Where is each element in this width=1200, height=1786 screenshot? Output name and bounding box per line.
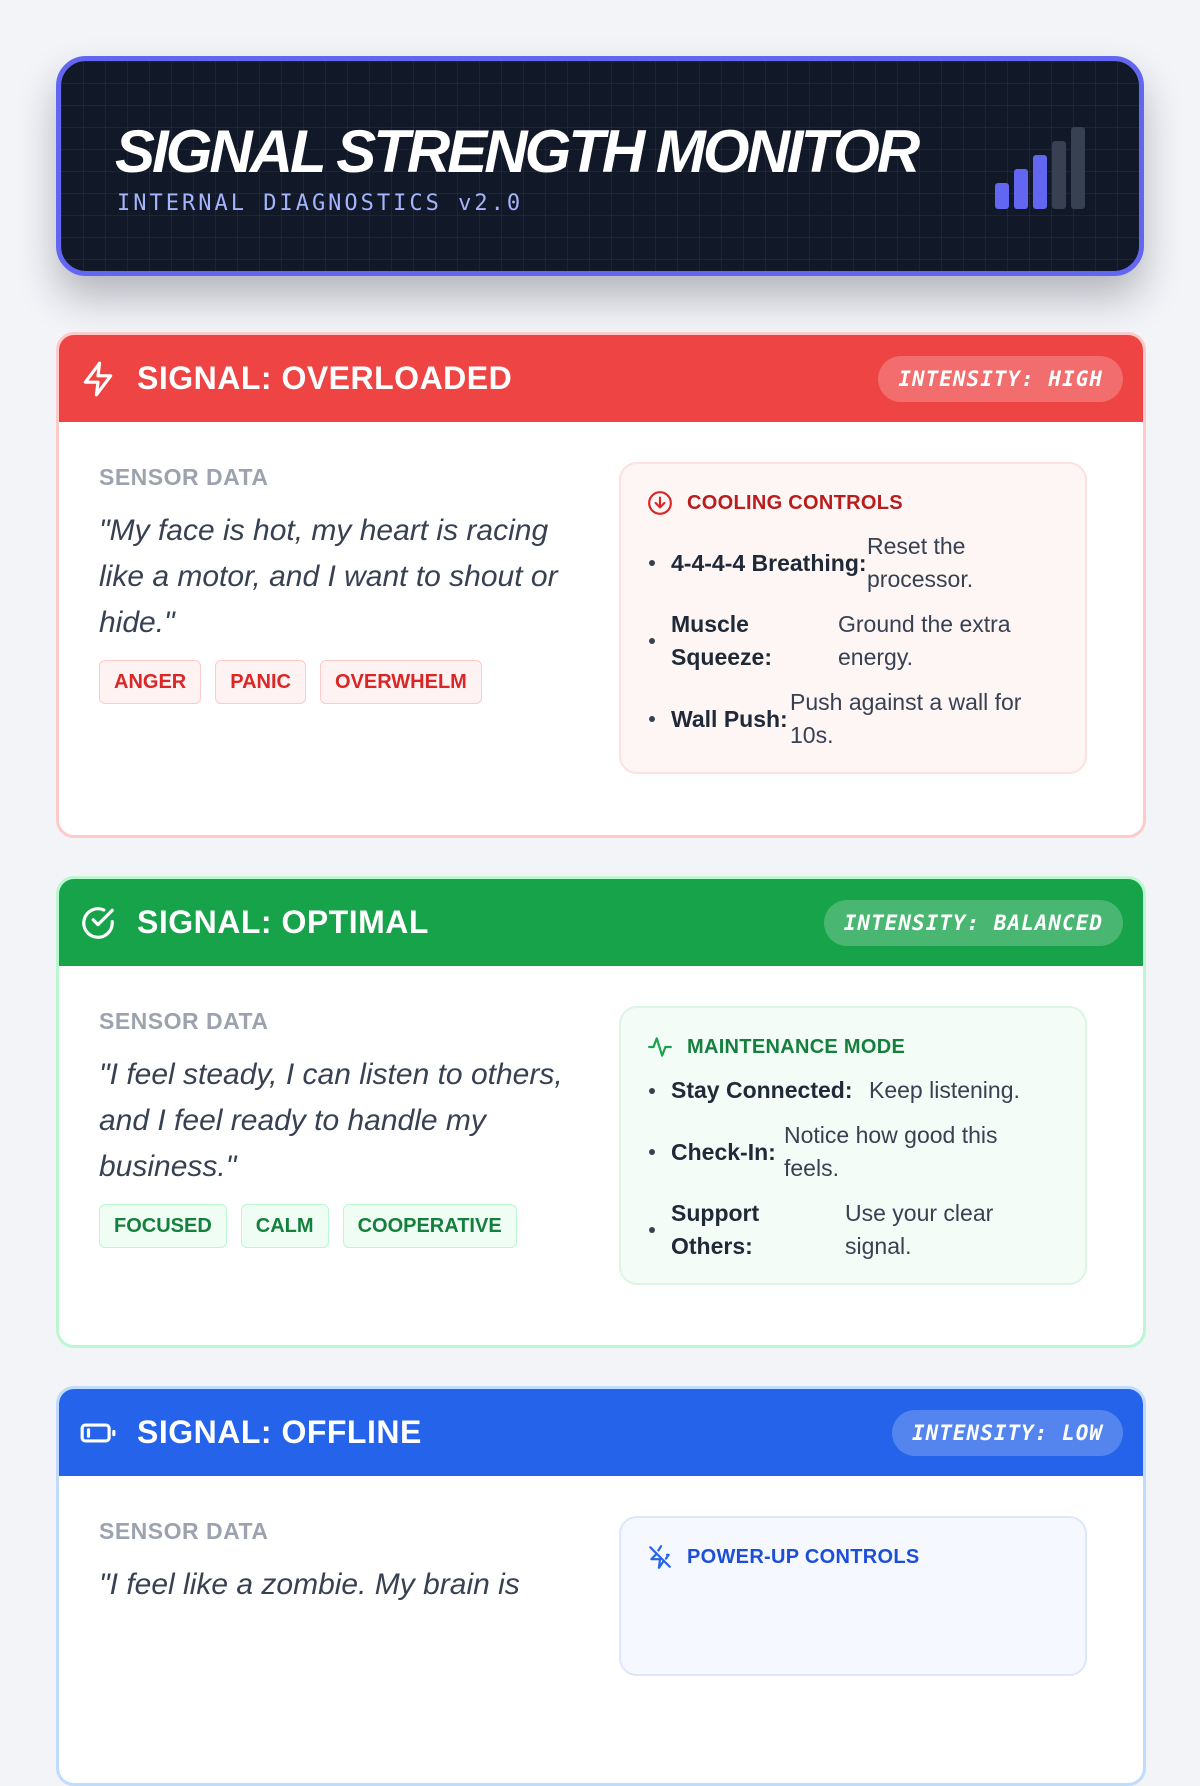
tip-item: [647, 1074, 1061, 1107]
bullet: [649, 560, 655, 566]
zap-off-icon: [647, 1544, 673, 1570]
tip-text: Keep listening.: [869, 1077, 1020, 1103]
panel-title: POWER-UP CONTROLS: [687, 1545, 920, 1568]
tip-label: Support Others:: [671, 1200, 760, 1259]
signal-card-optimal: [56, 876, 1146, 1348]
card-title: SIGNAL: OFFLINE: [137, 1414, 422, 1450]
emotion-tag: PANIC: [215, 660, 306, 704]
tip-label: Muscle Squeeze:: [671, 611, 772, 670]
tip-label: Wall Push:: [671, 705, 788, 732]
tip-item: [647, 608, 1061, 674]
emotion-tags: [99, 660, 482, 704]
intensity-badge: INTENSITY: HIGH: [878, 356, 1123, 402]
signal-card-overloaded: [56, 332, 1146, 838]
emotion-tag: FOCUSED: [99, 1204, 227, 1248]
tip-item: [647, 1197, 1061, 1263]
signal-bar: [1071, 127, 1085, 209]
panel-title: MAINTENANCE MODE: [687, 1035, 906, 1058]
intensity-badge: INTENSITY: LOW: [892, 1410, 1123, 1456]
sensor-data-label: SENSOR DATA: [99, 1518, 269, 1544]
arrow-down-circle-icon: [647, 490, 673, 516]
bullet: [649, 1227, 655, 1233]
intensity-badge: INTENSITY: BALANCED: [824, 900, 1123, 946]
tip-label: 4-4-4-4 Breathing:: [671, 549, 867, 576]
bullet: [649, 638, 655, 644]
panel-header: [647, 490, 1061, 516]
tip-label: Check-In:: [671, 1138, 776, 1165]
monitor-header: [56, 56, 1144, 276]
power-up-controls-panel: [619, 1516, 1087, 1676]
lightning-icon: [79, 360, 117, 398]
signal-bar: [1014, 169, 1028, 209]
panel-title: COOLING CONTROLS: [687, 491, 903, 514]
card-title: SIGNAL: OPTIMAL: [137, 904, 429, 940]
tip-text: Notice how good this feels.: [784, 1122, 998, 1181]
maintenance-mode-panel: [619, 1006, 1087, 1285]
battery-low-icon: [79, 1414, 117, 1452]
bullet: [649, 1149, 655, 1155]
page-title: SIGNAL STRENGTH MONITOR: [115, 118, 918, 185]
signal-bar: [1033, 155, 1047, 209]
signal-bar: [1052, 141, 1066, 209]
card-title: SIGNAL: OVERLOADED: [137, 360, 513, 396]
card-header: [59, 879, 1143, 966]
signal-bar: [995, 183, 1009, 209]
sensor-data-label: SENSOR DATA: [99, 464, 269, 490]
pulse-icon: [647, 1034, 673, 1060]
sensor-quote: "I feel like a zombie. My brain is: [99, 1568, 520, 1601]
bullet: [649, 716, 655, 722]
card-header: [59, 335, 1143, 422]
tip-text: Reset the processor.: [867, 533, 974, 592]
panel-header: [647, 1034, 1061, 1060]
emotion-tag: CALM: [241, 1204, 329, 1248]
sensor-quote: "I feel steady, I can listen to others, and I feel ready to handle my business.": [99, 1058, 563, 1183]
card-header: [59, 1389, 1143, 1476]
tip-text: Use your clear signal.: [845, 1200, 994, 1259]
emotion-tag: OVERWHELM: [320, 660, 482, 704]
tip-item: [647, 686, 1061, 752]
bullet: [649, 1088, 655, 1094]
sensor-data-label: SENSOR DATA: [99, 1008, 269, 1034]
emotion-tags: [99, 1204, 517, 1248]
check-circle-icon: [79, 904, 117, 942]
emotion-tag: ANGER: [99, 660, 201, 704]
cooling-controls-panel: [619, 462, 1087, 774]
tip-item: [647, 530, 1061, 596]
signal-card-offline: [56, 1386, 1146, 1786]
tip-item: [647, 1119, 1061, 1185]
page-subtitle: INTERNAL DIAGNOSTICS v2.0: [117, 191, 524, 216]
tip-label: Stay Connected:: [671, 1077, 853, 1103]
panel-header: [647, 1544, 1061, 1570]
sensor-quote: "My face is hot, my heart is racing like a motor, and I want to shout or hide.": [99, 514, 558, 639]
signal-bars-icon: [995, 127, 1095, 209]
emotion-tag: COOPERATIVE: [343, 1204, 517, 1248]
tip-text: Ground the extra energy.: [838, 611, 1011, 670]
tip-text: Push against a wall for 10s.: [790, 689, 1022, 748]
